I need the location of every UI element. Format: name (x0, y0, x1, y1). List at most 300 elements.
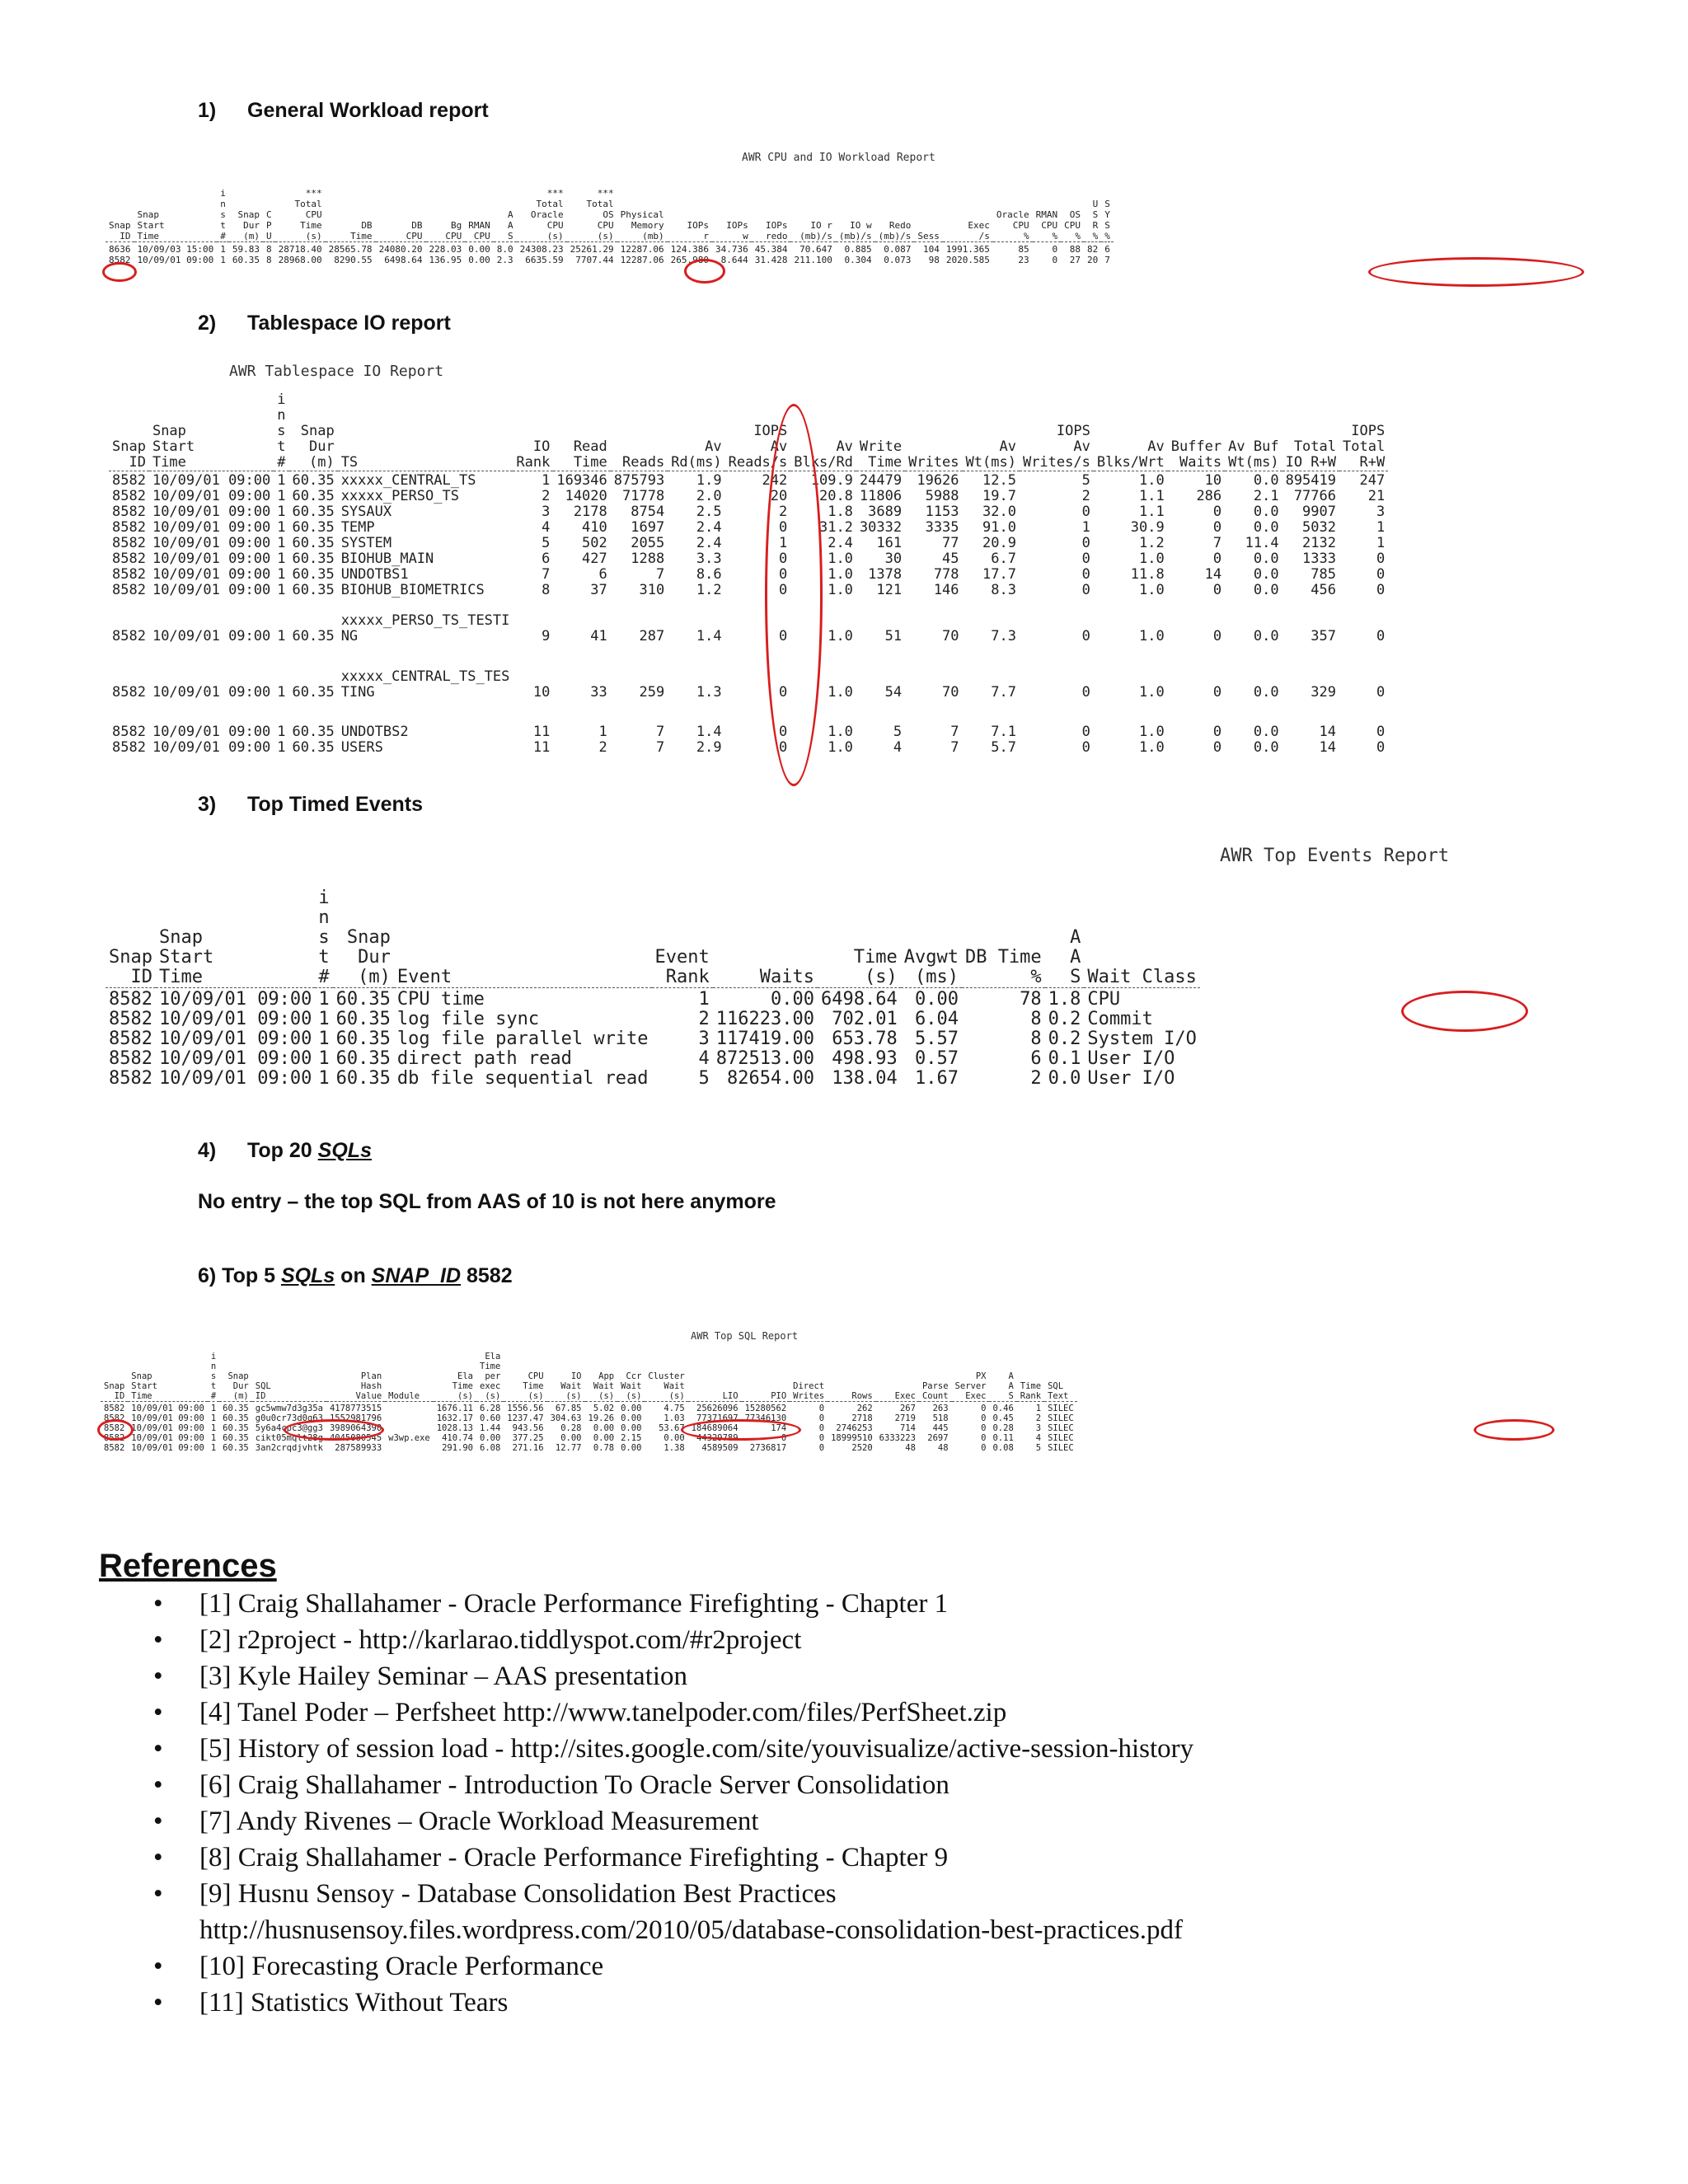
table-cell: 1 (210, 1423, 217, 1433)
table-cell: 8290.55 (334, 255, 373, 265)
table-cell: UNDOTBS1 (340, 566, 409, 583)
table-cell: 23 (1018, 255, 1029, 265)
column-header: RMAN CPU % (1035, 209, 1058, 241)
table-cell: 1.03 (663, 1413, 685, 1423)
table-cell: 2.15 (621, 1433, 642, 1443)
table-cell: 1 (210, 1433, 217, 1443)
column-header: Ela Time per exec (s) (480, 1352, 501, 1401)
table-cell: 4 (893, 739, 903, 756)
column-header: *** Total Oracle CPU (s) (530, 188, 564, 241)
table-cell: 3an2crqdjvhtk (255, 1443, 323, 1453)
table-cell: 247 (1359, 472, 1386, 489)
table-cell: 0 (1212, 551, 1222, 567)
table-cell: 0 (779, 551, 788, 567)
column-header: TS (340, 454, 359, 471)
table-row (106, 255, 1114, 265)
table-cell: 498.93 (832, 1048, 898, 1069)
table-cell: 1 (277, 472, 286, 489)
snap-id-link[interactable]: SNAP_ID (371, 1264, 462, 1287)
table-cell: 653.78 (832, 1029, 898, 1049)
column-header: Av Buf Wt(ms) (1228, 438, 1279, 471)
table-cell: 8582 (112, 628, 146, 644)
table-cell: 0.00 (914, 989, 959, 1010)
table-cell: 10/09/01 09:00 (137, 255, 214, 265)
table-cell: 2718 (851, 1413, 873, 1423)
table-cell: 20.9 (982, 535, 1016, 551)
table-cell: 19626 (917, 472, 959, 489)
table-cell: gc5wmw7d3g35a (255, 1404, 323, 1413)
table-cell: 24308.23 (519, 244, 564, 255)
table-row (101, 1443, 1077, 1453)
table-cell: SYSAUX (340, 504, 392, 520)
column-header: Snap Dur (m) (237, 209, 260, 241)
bullet-icon: • (153, 1807, 163, 1836)
table-row (109, 598, 1388, 644)
table-cell: 20 (770, 488, 788, 504)
table-cell: 60.35 (223, 1404, 249, 1413)
section-heading-top20sql: 4) Top 20 SQLs (198, 1139, 372, 1162)
table-cell: 5032 (1302, 519, 1336, 536)
table-cell: 10/09/01 09:00 (152, 724, 271, 740)
table-cell: 10/09/01 09:00 (158, 1029, 312, 1049)
table-cell: 6 (1104, 244, 1110, 255)
list-item (140, 1876, 1657, 1948)
table-cell: 0 (981, 1404, 987, 1413)
column-header: Redo (mb)/s (878, 220, 912, 241)
table-cell: 0.2 (1048, 1029, 1081, 1049)
table-cell: 2 (698, 1009, 710, 1029)
sqls-link-2[interactable]: SQLs (280, 1264, 335, 1287)
table-cell: 1 (277, 684, 286, 701)
table-row (106, 1069, 1200, 1089)
column-header: Write Time (859, 438, 903, 471)
table-cell: 4178773515 (329, 1404, 382, 1413)
table-cell: 0 (1212, 684, 1222, 701)
table-cell: 17.7 (982, 566, 1016, 583)
table-cell: 0.2 (1048, 1009, 1081, 1029)
table-row (106, 1049, 1200, 1069)
table-cell: 82 (1086, 244, 1099, 255)
table-cell: BIOHUB_MAIN (340, 551, 434, 567)
bullet-icon: • (153, 1734, 163, 1764)
table-cell: 0 (779, 628, 788, 644)
table-cell: 1.0 (1139, 739, 1165, 756)
table-cell: xxxxx_CENTRAL_TS_TES TING (340, 668, 510, 701)
table-row (109, 701, 1388, 740)
table-cell: 5 (1081, 472, 1090, 489)
table-cell: 8.0 (496, 244, 513, 255)
table-cell: 2 (1081, 488, 1090, 504)
table-cell: 10/09/01 09:00 (158, 1048, 312, 1069)
table-cell: 11 (532, 724, 551, 740)
table-cell: 8582 (109, 1068, 152, 1089)
table-cell: 136.95 (429, 255, 462, 265)
table-cell: 0.08 (992, 1443, 1014, 1453)
table-cell: 6 (542, 551, 551, 567)
table-cell: 287 (639, 628, 665, 644)
table-cell: 8582 (112, 566, 146, 583)
table-cell: 8582 (104, 1433, 125, 1443)
column-header: Wait Class (1087, 967, 1197, 987)
table-cell: 10 (532, 684, 551, 701)
table-cell: 4 (542, 519, 551, 536)
table-cell: 0 (818, 1443, 825, 1453)
table-cell: 291.90 (442, 1443, 473, 1453)
table-cell: 6498.64 (821, 989, 898, 1010)
table-cell: 2 (598, 739, 607, 756)
reference-text: [4] Tanel Poder – Perfsheet http://www.tanelpoder.com/files/PerfSheet.zip (199, 1698, 1007, 1727)
table-row (101, 1423, 1077, 1433)
bullet-icon: • (153, 1879, 163, 1909)
table-cell: 8582 (109, 1029, 152, 1049)
table-cell: 7 (1212, 535, 1222, 551)
table-cell: 1552981796 (329, 1413, 382, 1423)
table-cell: 6.08 (480, 1443, 501, 1453)
table-cell: 287589933 (335, 1443, 382, 1453)
table-cell: db file sequential read (396, 1068, 649, 1089)
table-cell: 12287.06 (620, 255, 664, 265)
table-cell: 0.00 (621, 1443, 642, 1453)
table-cell: 60.35 (223, 1443, 249, 1453)
table-cell: 3989064390 (329, 1423, 382, 1433)
table-cell: 10/09/01 09:00 (152, 488, 271, 504)
table-cell: 19.7 (982, 488, 1016, 504)
table-cell: 1.0 (828, 724, 853, 740)
table-row (101, 1404, 1077, 1413)
table-cell: 0.0 (1253, 519, 1279, 536)
table-cell: 31.428 (754, 255, 788, 265)
table-cell: 41 (590, 628, 607, 644)
table-cell: 0.00 (593, 1433, 615, 1443)
table-cell: 117419.00 (715, 1029, 814, 1049)
table-cell: 0.28 (992, 1423, 1014, 1433)
column-header: *** Total OS CPU (s) (586, 188, 614, 241)
table-row (109, 583, 1388, 598)
column-header: Sess (917, 231, 940, 241)
table-cell: 11806 (859, 488, 903, 504)
table-cell: 8 (265, 255, 272, 265)
column-header: i n s t # (277, 391, 286, 471)
column-header: CPU Time (s) (523, 1371, 544, 1401)
table-cell: 895419 (1285, 472, 1336, 489)
table-cell: 48 (937, 1443, 949, 1453)
table-cell: 0 (779, 566, 788, 583)
table-cell: 70.647 (799, 244, 832, 255)
table-row (109, 567, 1388, 583)
table-cell: 11 (532, 739, 551, 756)
table-cell: 0 (1081, 535, 1090, 551)
table-cell: 0 (1212, 739, 1222, 756)
table-cell: 2 (779, 504, 788, 520)
table-cell: 7707.44 (575, 255, 614, 265)
table-cell: 77371697 (696, 1413, 738, 1423)
table-cell: 0 (779, 519, 788, 536)
table-cell: 8754 (631, 504, 665, 520)
reference-text: [7] Andy Rivenes – Oracle Workload Measurement (199, 1807, 759, 1836)
table-cell: 0.1 (1048, 1048, 1081, 1069)
table-cell: 1 (318, 1068, 330, 1089)
table-cell: 11.8 (1130, 566, 1165, 583)
table-cell: 1.3 (696, 684, 722, 701)
bullet-icon: • (153, 1625, 163, 1655)
table-cell: 20.8 (818, 488, 853, 504)
reference-text: [9] Husnu Sensoy - Database Consolidation Best Practices (199, 1879, 837, 1909)
table-cell: 1.0 (828, 582, 853, 598)
table-cell: 60.35 (292, 566, 335, 583)
column-header: OS CPU % (1064, 209, 1081, 241)
table-cell: 785 (1311, 566, 1336, 583)
reference-link[interactable]: http://husnusensoy.files.wordpress.com/2010/05/database-consolidation-best-practices.pdf (199, 1915, 1183, 1945)
table-cell: 60.35 (292, 684, 335, 701)
table-row (109, 551, 1388, 567)
table-cell: 8582 (104, 1443, 125, 1453)
table-cell: 0 (981, 1433, 987, 1443)
table-cell: 2697 (927, 1433, 949, 1443)
table-cell: 262 (856, 1404, 873, 1413)
table-cell: 1.44 (480, 1423, 501, 1433)
table-cell: 0 (981, 1443, 987, 1453)
table-cell: 7 (542, 566, 551, 583)
table-cell: 1.0 (828, 739, 853, 756)
table-cell: 1 (779, 535, 788, 551)
table-cell: 2.4 (696, 519, 722, 536)
table-cell: 1333 (1302, 551, 1336, 567)
table-cell (385, 1443, 434, 1453)
table-cell: 1 (698, 989, 710, 1010)
table-cell: 14 (1319, 739, 1336, 756)
table-cell: 8.644 (720, 255, 748, 265)
table-cell: 0 (1212, 582, 1222, 598)
table-cell: 211.100 (794, 255, 832, 265)
table-cell: 0 (1081, 551, 1090, 567)
table-cell: 37 (590, 582, 607, 598)
table-cell: 85 (1018, 244, 1029, 255)
column-header: Snap Dur (m) (346, 927, 391, 987)
table-cell: 60.35 (292, 582, 335, 598)
table-cell: cikt05mqlt28g (255, 1433, 323, 1443)
column-header: Av Blks/Wrt (1096, 438, 1165, 471)
table-cell: 1676.11 (436, 1404, 473, 1413)
table-cell: SILEC (1048, 1413, 1074, 1423)
table-cell: 60.35 (335, 1068, 391, 1089)
table-cell: 10/09/03 15:00 (137, 244, 214, 255)
bullet-icon: • (153, 1589, 163, 1619)
table-cell: 2520 (851, 1443, 873, 1453)
table-cell: 60.35 (292, 628, 335, 644)
column-header: Time (s) (853, 947, 898, 987)
table-cell: 5.57 (914, 1029, 959, 1049)
table-cell: 1 (1035, 1404, 1042, 1413)
column-header: Plan Hash Value (355, 1371, 382, 1401)
table-cell: 30332 (859, 519, 903, 536)
table-cell: 410 (582, 519, 607, 536)
table-cell: 0.00 (621, 1404, 642, 1413)
table-cell: 1 (277, 504, 286, 520)
column-header: PIO (771, 1391, 787, 1401)
table-cell: 124.386 (670, 244, 709, 255)
table-cell: 0 (1376, 684, 1386, 701)
table-cell: 0 (1052, 255, 1058, 265)
table-cell: 70 (942, 628, 959, 644)
table-cell: 82654.00 (727, 1068, 814, 1089)
table-cell: 329 (1311, 684, 1336, 701)
table-cell: 8636 (109, 244, 131, 255)
table-cell: 10/09/01 09:00 (152, 504, 271, 520)
table-cell: BIOHUB_BIOMETRICS (340, 582, 485, 598)
table-cell: 3 (542, 504, 551, 520)
column-header: Exec (894, 1391, 916, 1401)
column-header: Exec /s (968, 220, 990, 241)
table-cell: 1378 (868, 566, 903, 583)
topsql-report-title: AWR Top SQL Report (691, 1330, 799, 1342)
table-cell: 0.78 (593, 1443, 615, 1453)
table-row (106, 244, 1114, 255)
column-header: IO Wait (s) (560, 1371, 582, 1401)
column-header: SQL Text (1048, 1381, 1069, 1401)
table-cell: 1 (210, 1404, 217, 1413)
table-cell: 0.57 (914, 1048, 959, 1069)
table-cell: 59.83 (232, 244, 260, 255)
column-header: SQL ID (255, 1381, 271, 1401)
table-cell: 1.0 (1139, 582, 1165, 598)
table-cell: CPU (1087, 989, 1121, 1010)
table-cell: 8582 (112, 535, 146, 551)
table-cell: 18999510 (831, 1433, 873, 1443)
table-cell (385, 1413, 434, 1423)
table-cell: 259 (639, 684, 665, 701)
table-cell: 1 (277, 724, 286, 740)
table-cell: 5.7 (991, 739, 1016, 756)
table-cell: 1.0 (1139, 472, 1165, 489)
table-cell: 1288 (631, 551, 665, 567)
reference-text: [6] Craig Shallahamer - Introduction To Oracle Server Consolidation (199, 1770, 950, 1800)
table-cell: 7 (655, 566, 665, 583)
column-header: Snap ID (109, 947, 152, 987)
table-cell: 1 (277, 488, 286, 504)
table-cell: 1 (318, 1029, 330, 1049)
table-cell: 1 (318, 1009, 330, 1029)
column-header: DB Time (350, 220, 373, 241)
table-cell: 1.0 (1139, 628, 1165, 644)
top20-note: No entry – the top SQL from AAS of 10 is not here anymore (198, 1190, 776, 1213)
table-row (109, 489, 1388, 504)
table-cell: 8 (1030, 1029, 1042, 1049)
table-cell: 6 (598, 566, 607, 583)
table-cell: 1.4 (696, 724, 722, 740)
table-cell: 0 (1052, 244, 1058, 255)
table-cell: 10/09/01 09:00 (152, 582, 271, 598)
table-cell: direct path read (396, 1048, 572, 1069)
table-cell: 8 (1030, 1009, 1042, 1029)
circle-sqlid-topsql (284, 1419, 384, 1441)
circle-cpu-io-topsql (681, 1419, 801, 1441)
column-header: IOPS Av Reads/s (728, 423, 788, 471)
column-header: Snap ID (104, 1381, 125, 1401)
table-cell: 60.35 (223, 1413, 249, 1423)
table-cell: 0 (1081, 724, 1090, 740)
table-cell: 0.00 (771, 989, 814, 1010)
table-cell: 12.5 (982, 472, 1016, 489)
table-cell: 10/09/01 09:00 (131, 1413, 204, 1423)
table-cell: 0 (781, 1433, 787, 1443)
table-cell: 1 (1376, 519, 1386, 536)
table-cell: 60.35 (335, 1029, 391, 1049)
table-cell: 60.35 (292, 519, 335, 536)
table-cell: 14 (1319, 724, 1336, 740)
table-cell: 1153 (925, 504, 959, 520)
column-header: Buffer Waits (1170, 438, 1222, 471)
table-row (109, 473, 1388, 489)
column-header: Snap Start Time (131, 1371, 157, 1401)
table-cell: 0.00 (621, 1413, 642, 1423)
table-cell: 67.85 (555, 1404, 582, 1413)
table-cell: 0 (1081, 504, 1090, 520)
workload-table (106, 188, 1114, 265)
table-cell: 0.28 (560, 1423, 582, 1433)
header-row (109, 392, 1388, 471)
table-cell: log file parallel write (396, 1029, 649, 1049)
table-cell: 14 (1204, 566, 1222, 583)
table-cell: 1237.47 (507, 1413, 544, 1423)
table-cell: TEMP (340, 519, 375, 536)
table-cell: Commit (1087, 1009, 1153, 1029)
table-cell: 10/09/01 09:00 (152, 628, 271, 644)
table-row (109, 740, 1388, 756)
table-row (106, 1029, 1200, 1049)
table-cell: 8582 (104, 1404, 125, 1413)
table-cell: 7 (655, 739, 665, 756)
table-cell: 0 (818, 1423, 825, 1433)
column-header: Snap Start Time (152, 423, 195, 471)
reference-text: [11] Statistics Without Tears (199, 1988, 509, 2018)
table-cell: 1 (318, 1048, 330, 1069)
column-header: IO r (mb)/s (799, 220, 832, 241)
table-cell: 0.60 (480, 1413, 501, 1423)
table-cell: 2746253 (836, 1423, 873, 1433)
table-cell: 109.9 (810, 472, 853, 489)
table-cell: 6635.59 (525, 255, 564, 265)
table-cell: 1 (210, 1443, 217, 1453)
section-heading-tablespace: 2) Tablespace IO report (198, 312, 451, 335)
table-cell: 0.087 (884, 244, 912, 255)
table-cell: 1 (277, 551, 286, 567)
table-row (101, 1413, 1077, 1423)
table-cell: 0 (1376, 582, 1386, 598)
table-cell: 0.304 (844, 255, 872, 265)
column-header: Avgwt (ms) (903, 947, 959, 987)
table-cell: 5y6a4cpc3@gg3 (255, 1423, 323, 1433)
reference-text: [1] Craig Shallahamer - Oracle Performance Firefighting - Chapter 1 (199, 1589, 949, 1619)
table-cell: 1 (1081, 519, 1090, 536)
column-header: Av Rd(ms) (671, 438, 722, 471)
table-cell: 0.0 (1253, 551, 1279, 567)
table-cell: 6498.64 (384, 255, 423, 265)
column-header: Physical Memory (mb) (620, 209, 664, 241)
table-cell: 778 (933, 566, 959, 583)
table-cell: 8582 (112, 582, 146, 598)
table-cell: 0 (1081, 566, 1090, 583)
sqls-link[interactable]: SQLs (317, 1139, 372, 1162)
table-cell: 60.35 (292, 739, 335, 756)
table-cell: 11.4 (1245, 535, 1279, 551)
table-cell: SILEC (1048, 1443, 1074, 1453)
table-cell: 0.00 (663, 1433, 685, 1443)
table-cell: 33 (590, 684, 607, 701)
circle-aas-topsql (1474, 1419, 1554, 1441)
table-cell: 28565.78 (328, 244, 373, 255)
reference-text: [10] Forecasting Oracle Performance (199, 1952, 604, 1981)
table-cell: 267 (899, 1404, 916, 1413)
